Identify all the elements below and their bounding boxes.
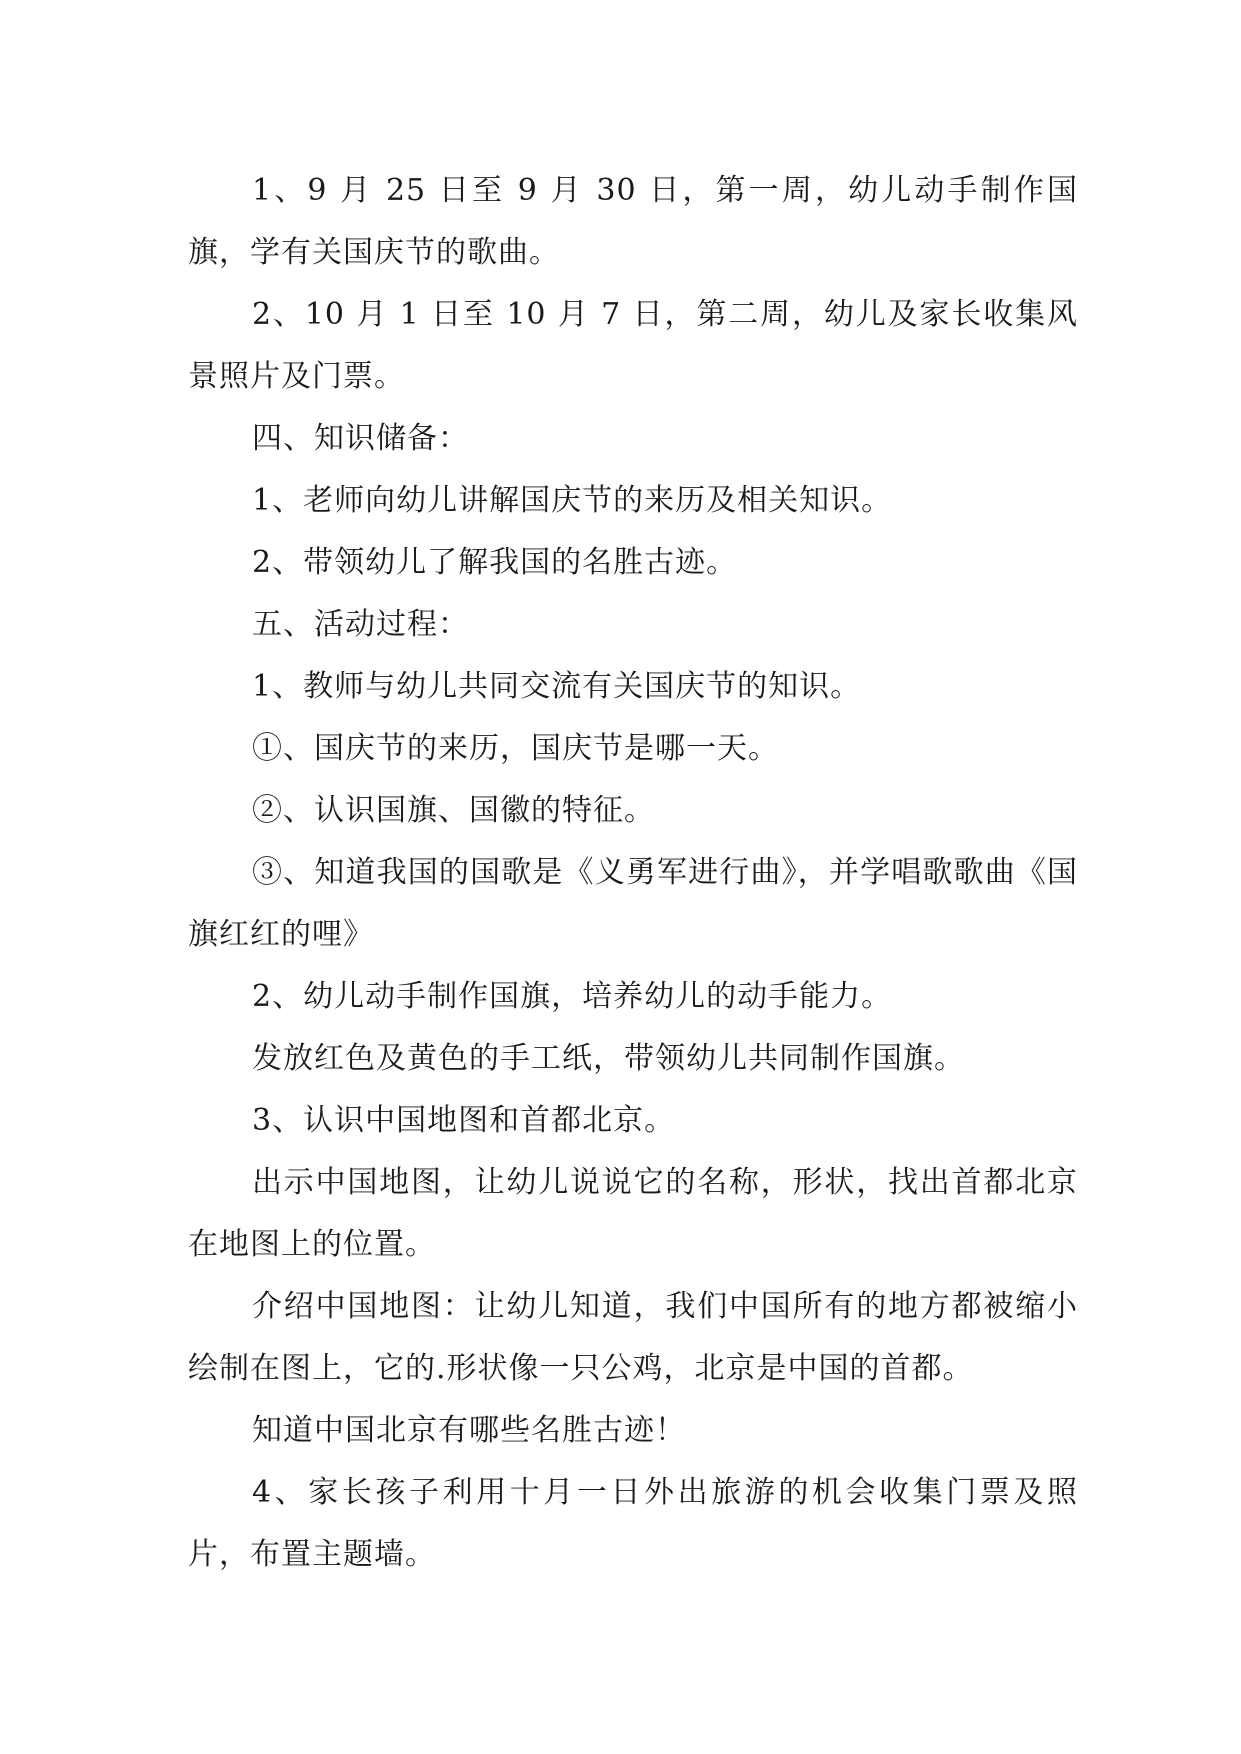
paragraph-process-3-landmarks: 知道中国北京有哪些名胜古迹！ xyxy=(252,1413,686,1448)
paragraph-process-1: 1、教师与幼儿共同交流有关国庆节的知识。 xyxy=(252,669,862,704)
paragraph-schedule-week-2: 2、10 月 1 日至 10 月 7 日，第二周，幼儿及家长收集风景照片及门票。 xyxy=(188,297,1078,394)
paragraph-knowledge-2: 2、带领幼儿了解我国的名胜古迹。 xyxy=(252,545,738,580)
paragraph-process-4: 4、家长孩子利用十月一日外出旅游的机会收集门票及照片，布置主题墙。 xyxy=(188,1475,1078,1572)
paragraph-process-3: 3、认识中国地图和首都北京。 xyxy=(252,1103,676,1138)
paragraph-process-1-b: ②、认识国旗、国徽的特征。 xyxy=(252,793,655,828)
paragraph-knowledge-1: 1、老师向幼儿讲解国庆节的来历及相关知识。 xyxy=(252,483,893,518)
section-heading-process: 五、活动过程： xyxy=(252,607,469,642)
paragraph-process-3-map-intro: 介绍中国地图：让幼儿知道，我们中国所有的地方都被缩小绘制在图上，它的.形状像一只公鸡，北京是中国的首都。 xyxy=(188,1289,1078,1386)
paragraph-process-3-detail: 出示中国地图，让幼儿说说它的名称，形状，找出首都北京在地图上的位置。 xyxy=(188,1165,1078,1262)
paragraph-process-1-c: ③、知道我国的国歌是《义勇军进行曲》，并学唱歌歌曲《国旗红红的哩》 xyxy=(188,855,1078,952)
paragraph-process-1-a: ①、国庆节的来历，国庆节是哪一天。 xyxy=(252,731,779,766)
paragraph-process-2-detail: 发放红色及黄色的手工纸，带领幼儿共同制作国旗。 xyxy=(252,1041,965,1076)
section-heading-knowledge: 四、知识储备： xyxy=(252,421,469,456)
document-body xyxy=(188,160,1078,1586)
paragraph-schedule-week-1: 1、9 月 25 日至 9 月 30 日，第一周，幼儿动手制作国旗，学有关国庆节的歌曲。 xyxy=(188,173,1078,270)
paragraph-process-2: 2、幼儿动手制作国旗，培养幼儿的动手能力。 xyxy=(252,979,893,1014)
